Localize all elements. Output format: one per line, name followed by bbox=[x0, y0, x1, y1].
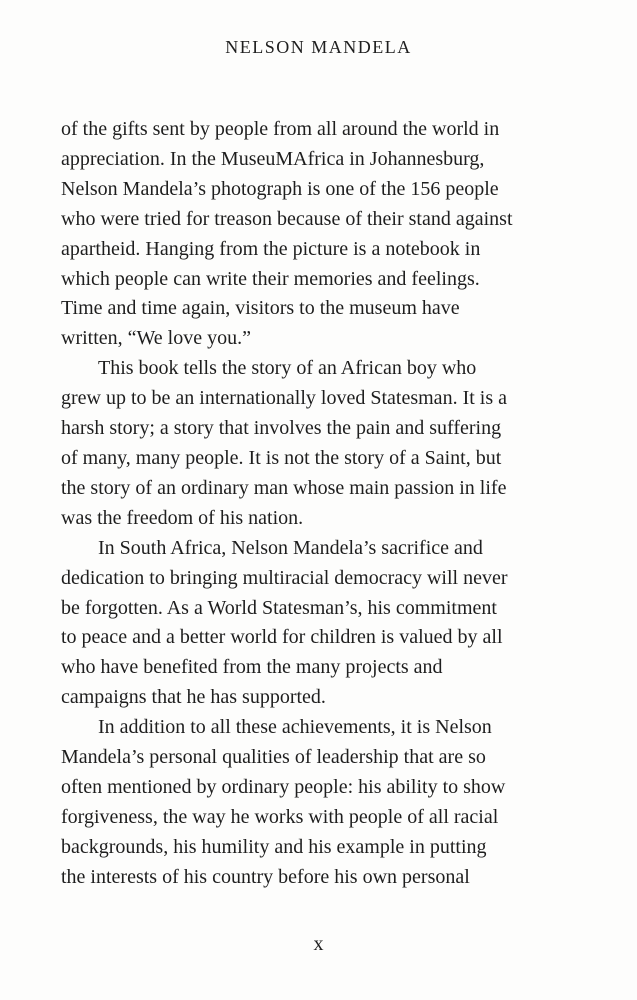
text-line: the story of an ordinary man whose main passion in life bbox=[61, 476, 507, 499]
text-line: the interests of his country before his own personal bbox=[61, 865, 470, 888]
text-line: In addition to all these achievements, it is Nelson bbox=[98, 716, 492, 739]
text-line: who were tried for treason because of their stand against bbox=[61, 207, 513, 230]
text-line: This book tells the story of an African boy who bbox=[98, 357, 477, 380]
text-line: to peace and a better world for children is valued by all bbox=[61, 626, 503, 649]
text-line: Nelson Mandela’s photograph is one of the 156 people bbox=[61, 177, 499, 200]
text-line: campaigns that he has supported. bbox=[61, 686, 326, 709]
text-line: written, “We love you.” bbox=[61, 327, 251, 350]
text-line: who have benefited from the many projects and bbox=[61, 656, 443, 679]
text-line: which people can write their memories and feelings. bbox=[61, 267, 480, 290]
text-line: In South Africa, Nelson Mandela’s sacrifice and bbox=[98, 536, 483, 559]
text-line: be forgotten. As a World Statesman’s, his commitment bbox=[61, 596, 497, 619]
text-line: backgrounds, his humility and his example in putting bbox=[61, 835, 487, 858]
text-line: appreciation. In the MuseuMAfrica in Johannesburg, bbox=[61, 147, 485, 170]
text-line: Time and time again, visitors to the museum have bbox=[61, 297, 460, 320]
text-line: Mandela’s personal qualities of leadership that are so bbox=[61, 746, 486, 769]
paragraph-1 bbox=[61, 115, 561, 354]
text-line: of many, many people. It is not the story of a Saint, but bbox=[61, 446, 502, 469]
body-text bbox=[61, 115, 561, 893]
text-line: grew up to be an internationally loved Statesman. It is a bbox=[61, 387, 507, 410]
text-line: of the gifts sent by people from all around the world in bbox=[61, 118, 500, 140]
text-line: harsh story; a story that involves the pain and suffering bbox=[61, 417, 502, 440]
text-line: dedication to bringing multiracial democracy will never bbox=[61, 566, 508, 589]
running-head: NELSON MANDELA bbox=[225, 37, 412, 57]
text-line: forgiveness, the way he works with people of all racial bbox=[61, 805, 499, 828]
text-line: was the freedom of his nation. bbox=[61, 506, 304, 529]
text-line: often mentioned by ordinary people: his ability to show bbox=[61, 775, 506, 798]
page-number: x bbox=[313, 933, 324, 955]
text-line: apartheid. Hanging from the picture is a notebook in bbox=[61, 237, 481, 260]
paragraph-2 bbox=[61, 354, 561, 533]
paragraph-4 bbox=[61, 713, 561, 892]
paragraph-3 bbox=[61, 534, 561, 713]
